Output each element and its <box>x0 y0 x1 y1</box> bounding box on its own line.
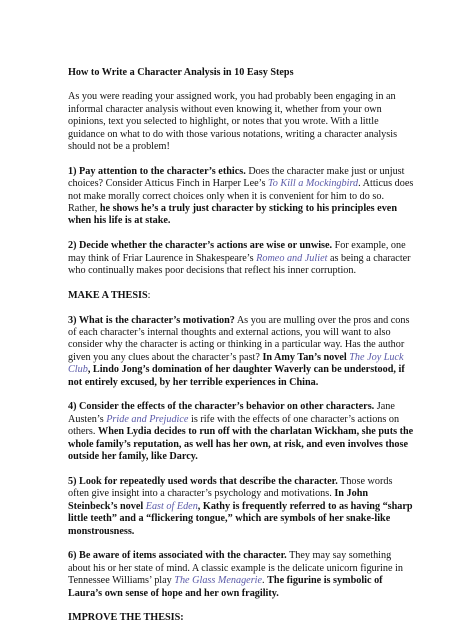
step-3-book-link[interactable]: The Joy Luck Club <box>68 351 404 376</box>
step-3-bold-text-2: , Lindo Jong’s domination of her daughter Waverly can be understood, if not entirely excused, by her terrible experiences in China. <box>68 364 405 388</box>
step-4-heading: 4) Consider the effects of the character’s behavior on other characters. <box>68 401 375 413</box>
step-5-paragraph <box>68 476 414 538</box>
step-2-book-link[interactable]: Romeo and Juliet <box>256 252 328 264</box>
step-5-bold-text: In John Steinbeck’s novel <box>68 488 369 512</box>
step-3-text: As you are mulling over the pros and cons of each character’s internal thoughts and external actions, you will want to also consider why the character is acting or thinking in a particular way. Has the author given you any clues about the character’s past? <box>68 314 410 363</box>
document-title: How to Write a Character Analysis in 10 Easy Steps <box>68 67 294 78</box>
step-5-book-link[interactable]: East of Eden <box>145 500 198 512</box>
step-1-heading: 1) Pay attention to the character’s ethics. <box>68 165 246 177</box>
section-heading-colon: : <box>147 289 151 301</box>
step-4-paragraph <box>68 401 414 463</box>
step-6-text: They may say something about his or her state of mind. A classic example is the delicate unicorn figurine in Tennessee Williams’ play <box>68 550 403 587</box>
step-2-text: For example, one may think of Friar Laurence in Shakespeare’s <box>68 240 406 264</box>
step-4-text-2: is rife with the effects of one character’s actions on others. <box>68 413 400 438</box>
step-1-text: Does the character make just or unjust choices? Consider Atticus Finch in Harper Lee’s <box>68 165 405 190</box>
step-3-bold-text: In Amy Tan’s novel <box>262 351 350 363</box>
step-6-bold-text: The figurine is symbolic of Laura’s own sense of hope and her own fragility. <box>68 575 383 599</box>
step-2-heading: 2) Decide whether the character’s actions are wise or unwise. <box>68 240 333 252</box>
section-heading-text: MAKE A THESIS <box>68 289 148 301</box>
step-6-heading: 6) Be aware of items associated with the character. <box>68 550 287 562</box>
step-3-paragraph <box>68 315 414 389</box>
step-3-heading: 3) What is the character’s motivation? <box>68 314 235 326</box>
step-6-book-link[interactable]: The Glass Menagerie <box>174 575 263 587</box>
step-5-bold-text-2: , Kathy is frequently referred to as having “sharp little teeth” and a “flickering tongue,” which are symbols of her snake-like monstrousness. <box>68 500 413 537</box>
step-6-paragraph <box>68 550 414 600</box>
step-2-text-2: as being a character who continually makes poor decisions that reflect his inner corruption. <box>68 252 411 277</box>
step-5-heading: 5) Look for repeatedly used words that describe the character. <box>68 475 338 487</box>
step-1-text-2: . Atticus does not make morally correct choices only when it is convenient for him to do so. Rather, <box>68 178 414 215</box>
step-1-paragraph <box>68 166 414 228</box>
intro-paragraph: As you were reading your assigned work, you had probably been engaging in an informal character analysis without even knowing it, whether from your own opinions, text you selected to highlight, or notes that you wrote. With a little guidance on what to do with those various notations, writing a character analysis should not be a problem! <box>68 91 398 153</box>
step-1-bold-text: he shows he’s a truly just character by sticking to his principles even when his life is at stake. <box>68 203 397 227</box>
step-1-book-link[interactable]: To Kill a Mockingbird <box>268 178 359 190</box>
section-heading-improve-thesis: IMPROVE THE THESIS: <box>68 612 184 624</box>
step-4-text: Jane Austen’s <box>68 401 395 425</box>
step-2-paragraph <box>68 240 414 277</box>
section-heading-make-thesis <box>68 290 414 302</box>
step-4-bold-text: When Lydia decides to run off with the charlatan Wickham, she puts the whole family’s reputation, as well has her own, at risk, and even involves those outside her family, like Darcy. <box>68 426 414 463</box>
step-4-book-link[interactable]: Pride and Prejudice <box>106 413 189 425</box>
step-6-text-2: . <box>262 575 268 587</box>
step-5-text: Those words often give insight into a character’s psychology and motivations. <box>68 475 393 500</box>
